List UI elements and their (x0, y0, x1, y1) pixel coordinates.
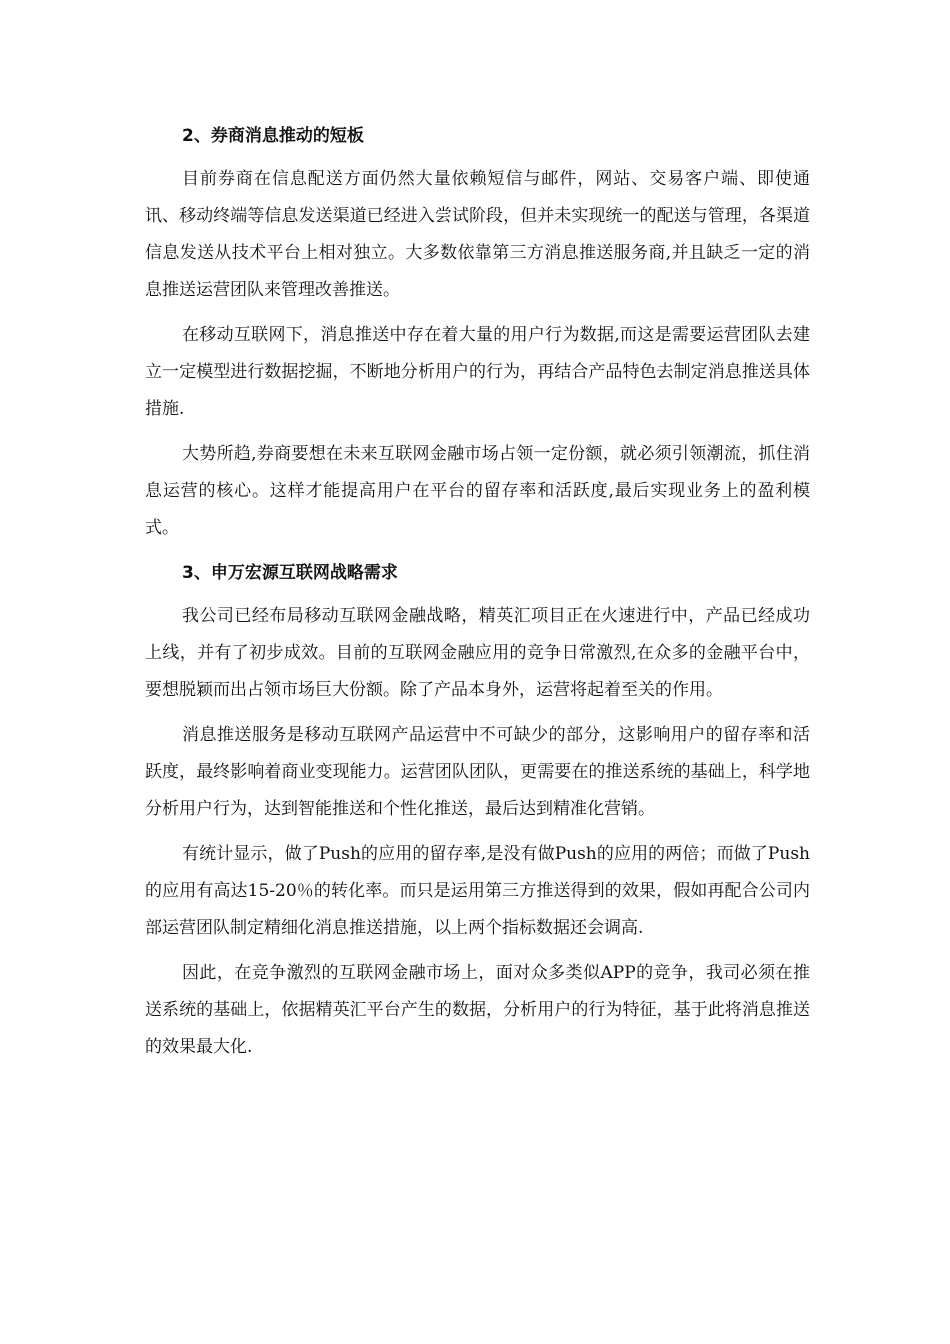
paragraph: 我公司已经布局移动互联网金融战略，精英汇项目正在火速进行中，产品已经成功上线，并有了初步成效。目前的互联网金融应用的竞争日常激烈,在众多的金融平台中，要想脱颖而出占领市场巨大份额。除了产品本身外，运营将起着至关的作用。 (145, 606, 810, 700)
paragraph: 在移动互联网下，消息推送中存在着大量的用户行为数据,而这是需要运营团队去建立一定模型进行数据挖掘，不断地分析用户的行为，再结合产品特色去制定消息推送具体措施. (145, 325, 810, 419)
section-heading-2: 2、券商消息推动的短板 (182, 126, 364, 146)
paragraph: 有统计显示，做了Push的应用的留存率,是没有做Push的应用的两倍；而做了Push的应用有高达15-20％的转化率。而只是运用第三方推送得到的效果，假如再配合公司内部运营团队制定精细化消息推送措施，以上两个指标数据还会调高. (145, 844, 810, 938)
paragraph: 因此，在竞争激烈的互联网金融市场上，面对众多类似APP的竞争，我司必须在推送系统的基础上，依据精英汇平台产生的数据，分析用户的行为特征，基于此将消息推送的效果最大化. (145, 963, 810, 1057)
document-body (145, 118, 810, 1074)
paragraph: 大势所趋,券商要想在未来互联网金融市场占领一定份额，就必须引领潮流，抓住消息运营的核心。这样才能提高用户在平台的留存率和活跃度,最后实现业务上的盈利模式。 (145, 444, 810, 538)
paragraph: 消息推送服务是移动互联网产品运营中不可缺少的部分，这影响用户的留存率和活跃度，最终影响着商业变现能力。运营团队团队，更需要在的推送系统的基础上，科学地分析用户行为，达到智能推送和个性化推送，最后达到精准化营销。 (145, 725, 810, 819)
section-heading-3: 3、申万宏源互联网战略需求 (182, 563, 398, 583)
paragraph: 目前券商在信息配送方面仍然大量依赖短信与邮件，网站、交易客户端、即使通讯、移动终端等信息发送渠道已经进入尝试阶段，但并未实现统一的配送与管理，各渠道信息发送从技术平台上相对独立。大多数依靠第三方消息推送服务商,并且缺乏一定的消息推送运营团队来管理改善推送。 (145, 169, 810, 300)
